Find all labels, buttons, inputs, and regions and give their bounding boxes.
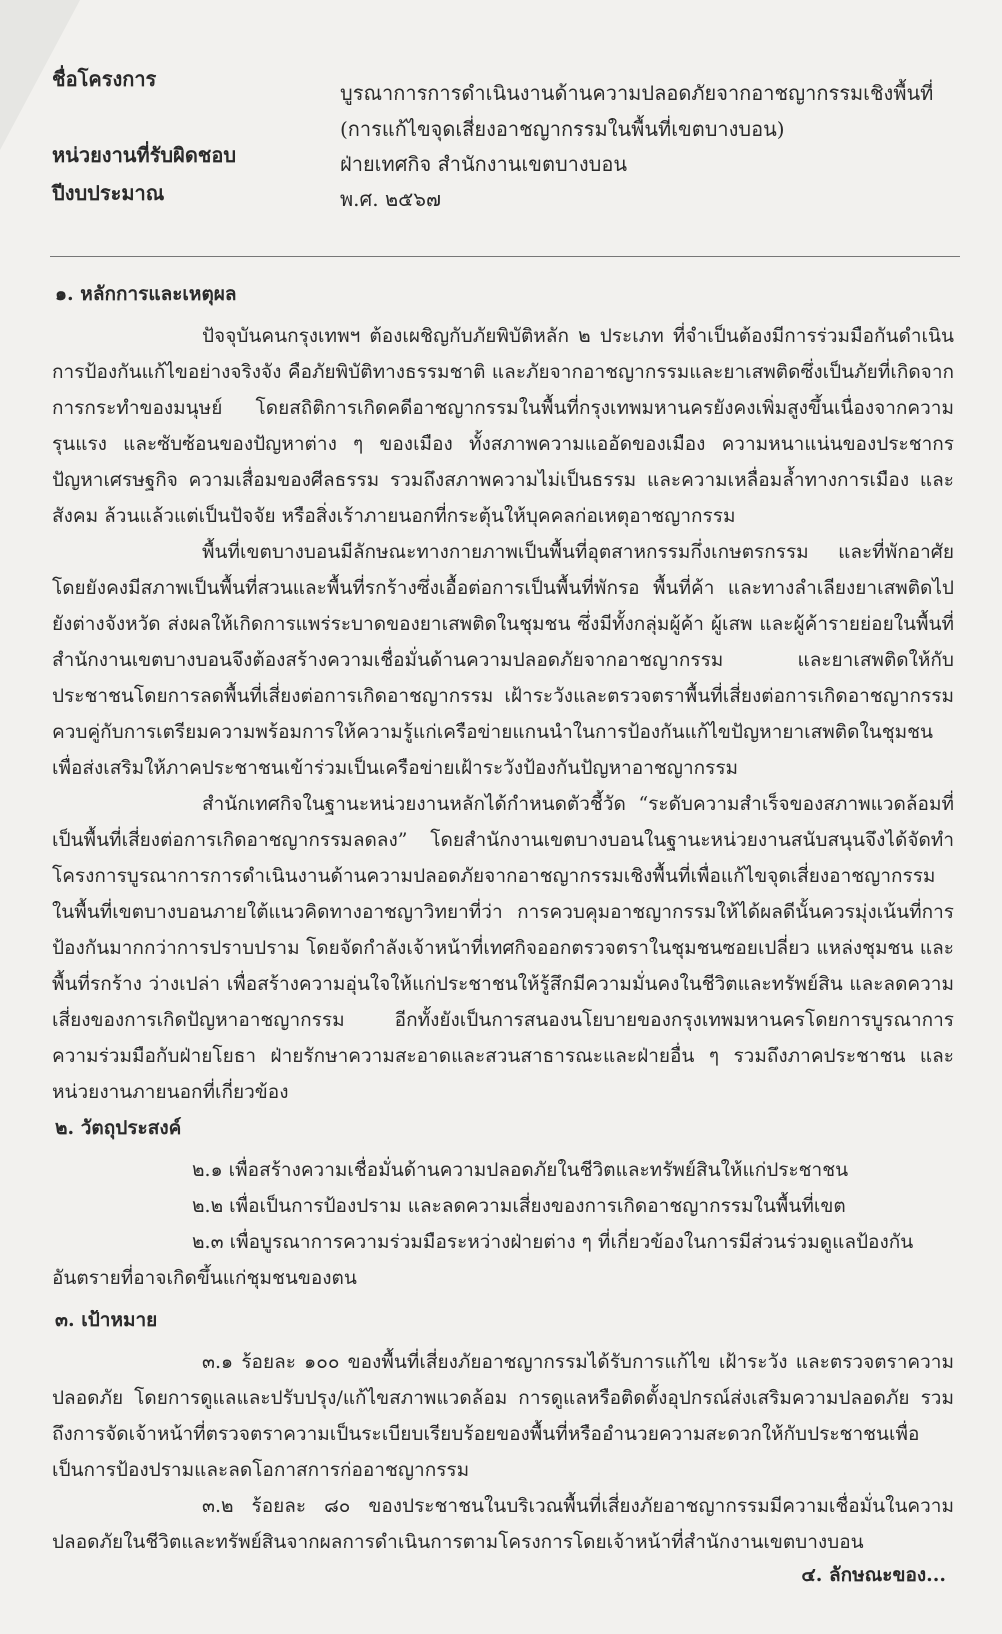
project-title-line1: บูรณาการการดำเนินงานด้านความปลอดภัยจากอาชญากรรมเชิงพื้นที่ — [340, 81, 934, 105]
budget-year-value: พ.ศ. ๒๕๖๗ — [340, 187, 442, 211]
agency-value: ฝ่ายเทศกิจ สำนักงานเขตบางบอน — [340, 152, 628, 176]
objective-2-2: ๒.๒ เพื่อเป็นการป้องปราม และลดความเสี่ยงของการเกิดอาชญากรรมในพื้นที่เขต — [192, 1195, 846, 1217]
project-title-line2: (การแก้ไขจุดเสี่ยงอาชญากรรมในพื้นที่เขตบางบอน) — [340, 117, 785, 141]
section1-paragraph3: สำนักเทศกิจในฐานะหน่วยงานหลักได้กำหนดตัวชี้วัด “ระดับความสำเร็จของสภาพแวดล้อมที่เป็นพื้นที่เสี่ยงต่อการเกิดอาชญากรรมลดลง” โดยสำนักงานเขตบางบอนในฐานะหน่วยงานสนับสนุนจึงได้จัดทำโครงการบูรณาการการดำเนินงานด้านความปลอดภัยจากอาชญากรรมเชิงพื้นที่เพื่อแก้ไขจุดเสี่ยงอาชญากรรมในพื้นที่เขตบางบอนภายใต้แนวคิดทางอาชญาวิทยาที่ว่า การควบคุมอาชญากรรมให้ได้ผลดีนั้นควรมุ่งเน้นที่การป้องกันมากกว่าการปราบปราม โดยจัดกำลังเจ้าหน้าที่เทศกิจออกตรวจตราในชุมชนซอยเปลี่ยว แหล่งชุมชน และพื้นที่รกร้าง ว่างเปล่า เพื่อสร้างความอุ่นใจให้แก่ประชาชนให้รู้สึกมีความมั่นคงในชีวิตและทรัพย์สิน และลดความเสี่ยงของการเกิดปัญหาอาชญากรรม อีกทั้งยังเป็นการสนองนโยบายของกรุงเทพมหานครโดยการบูรณาการความร่วมมือกับฝ่ายโยธา ฝ่ายรักษาความสะอาดและสวนสาธารณะและฝ่ายอื่น ๆ รวมถึงภาคประชาชน และหน่วยงานภายนอกที่เกี่ยวข้อง — [52, 793, 954, 1103]
section1-heading: ๑. หลักการและเหตุผล — [55, 283, 237, 305]
section1-paragraph1: ปัจจุบันคนกรุงเทพฯ ต้องเผชิญกับภัยพิบัติหลัก ๒ ประเภท ที่จำเป็นต้องมีการร่วมมือกันดำเนินการป้องกันแก้ไขอย่างจริงจัง คือภัยพิบัติทางธรรมชาติ และภัยจากอาชญากรรมและยาเสพติดซึ่งเป็นภัยที่เกิดจากการกระทำของมนุษย์ โดยสถิติการเกิดคดีอาชญากรรมในพื้นที่กรุงเทพมหานครยังคงเพิ่มสูงขึ้นเนื่องจากความรุนแรง และซับซ้อนของปัญหาต่าง ๆ ของเมือง ทั้งสภาพความแออัดของเมือง ความหนาแน่นของประชากร ปัญหาเศรษฐกิจ ความเสื่อมของศีลธรรม รวมถึงสภาพความไม่เป็นธรรม และความเหลื่อมล้ำทางการเมือง และสังคม ล้วนแล้วแต่เป็นปัจจัย หรือสิ่งเร้าภายนอกที่กระตุ้นให้บุคคลก่อเหตุอาชญากรรม — [52, 325, 954, 527]
agency-label: หน่วยงานที่รับผิดชอบ — [52, 143, 237, 167]
header-divider — [50, 256, 960, 257]
section1-paragraph2: พื้นที่เขตบางบอนมีลักษณะทางกายภาพเป็นพื้นที่อุตสาหกรรมกึ่งเกษตรกรรม และที่พักอาศัยโดยยังคงมีสภาพเป็นพื้นที่สวนและพื้นที่รกร้างซึ่งเอื้อต่อการเป็นพื้นที่พักรอ พื้นที่ค้า และทางลำเลียงยาเสพติดไปยังต่างจังหวัด ส่งผลให้เกิดการแพร่ระบาดของยาเสพติดในชุมชน ซึ่งมีทั้งกลุ่มผู้ค้า ผู้เสพ และผู้ค้ารายย่อยในพื้นที่ สำนักงานเขตบางบอนจึงต้องสร้างความเชื่อมั่นด้านความปลอดภัยจากอาชญากรรม และยาเสพติดให้กับประชาชนโดยการลดพื้นที่เสี่ยงต่อการเกิดอาชญากรรม เฝ้าระวังและตรวจตราพื้นที่เสี่ยงต่อการเกิดอาชญากรรม ควบคู่กับการเตรียมความพร้อมการให้ความรู้แก่เครือข่ายแกนนำในการป้องกันแก้ไขปัญหายาเสพติดในชุมชนเพื่อส่งเสริมให้ภาคประชาชนเข้าร่วมเป็นเครือข่ายเฝ้าระวังป้องกันปัญหาอาชญากรรม — [52, 541, 954, 779]
budget-year-label: ปีงบประมาณ — [52, 181, 165, 205]
project-label: ชื่อโครงการ — [52, 67, 157, 91]
objective-2-3: ๒.๓ เพื่อบูรณาการความร่วมมือระหว่างฝ่ายต่าง ๆ ที่เกี่ยวข้องในการมีส่วนร่วมดูแลป้องกันอันตรายที่อาจเกิดขึ้นแก่ชุมชนของตน — [52, 1231, 914, 1289]
target-3-1: ๓.๑ ร้อยละ ๑๐๐ ของพื้นที่เสี่ยงภัยอาชญากรรมได้รับการแก้ไข เฝ้าระวัง และตรวจตราความปลอดภัย โดยการดูแลและปรับปรุง/แก้ไขสภาพแวดล้อม การดูแลหรือติดตั้งอุปกรณ์ส่งเสริมความปลอดภัย รวมถึงการจัดเจ้าหน้าที่ตรวจตราความเป็นระเบียบเรียบร้อยของพื้นที่หรืออำนวยความสะดวกให้กับประชาชนเพื่อเป็นการป้องปรามและลดโอกาสการก่ออาชญากรรม — [52, 1351, 954, 1481]
target-3-2: ๓.๒ ร้อยละ ๘๐ ของประชาชนในบริเวณพื้นที่เสี่ยงภัยอาชญากรรมมีความเชื่อมั่นในความปลอดภัยในชีวิตและทรัพย์สินจากผลการดำเนินการตามโครงการโดยเจ้าหน้าที่สำนักงานเขตบางบอน — [52, 1495, 954, 1553]
continuation-marker: ๔. ลักษณะของ... — [801, 1564, 946, 1586]
section2-heading: ๒. วัตถุประสงค์ — [55, 1117, 182, 1139]
section3-heading: ๓. เป้าหมาย — [55, 1309, 158, 1331]
objective-2-1: ๒.๑ เพื่อสร้างความเชื่อมั่นด้านความปลอดภัยในชีวิตและทรัพย์สินให้แก่ประชาชน — [192, 1159, 849, 1181]
